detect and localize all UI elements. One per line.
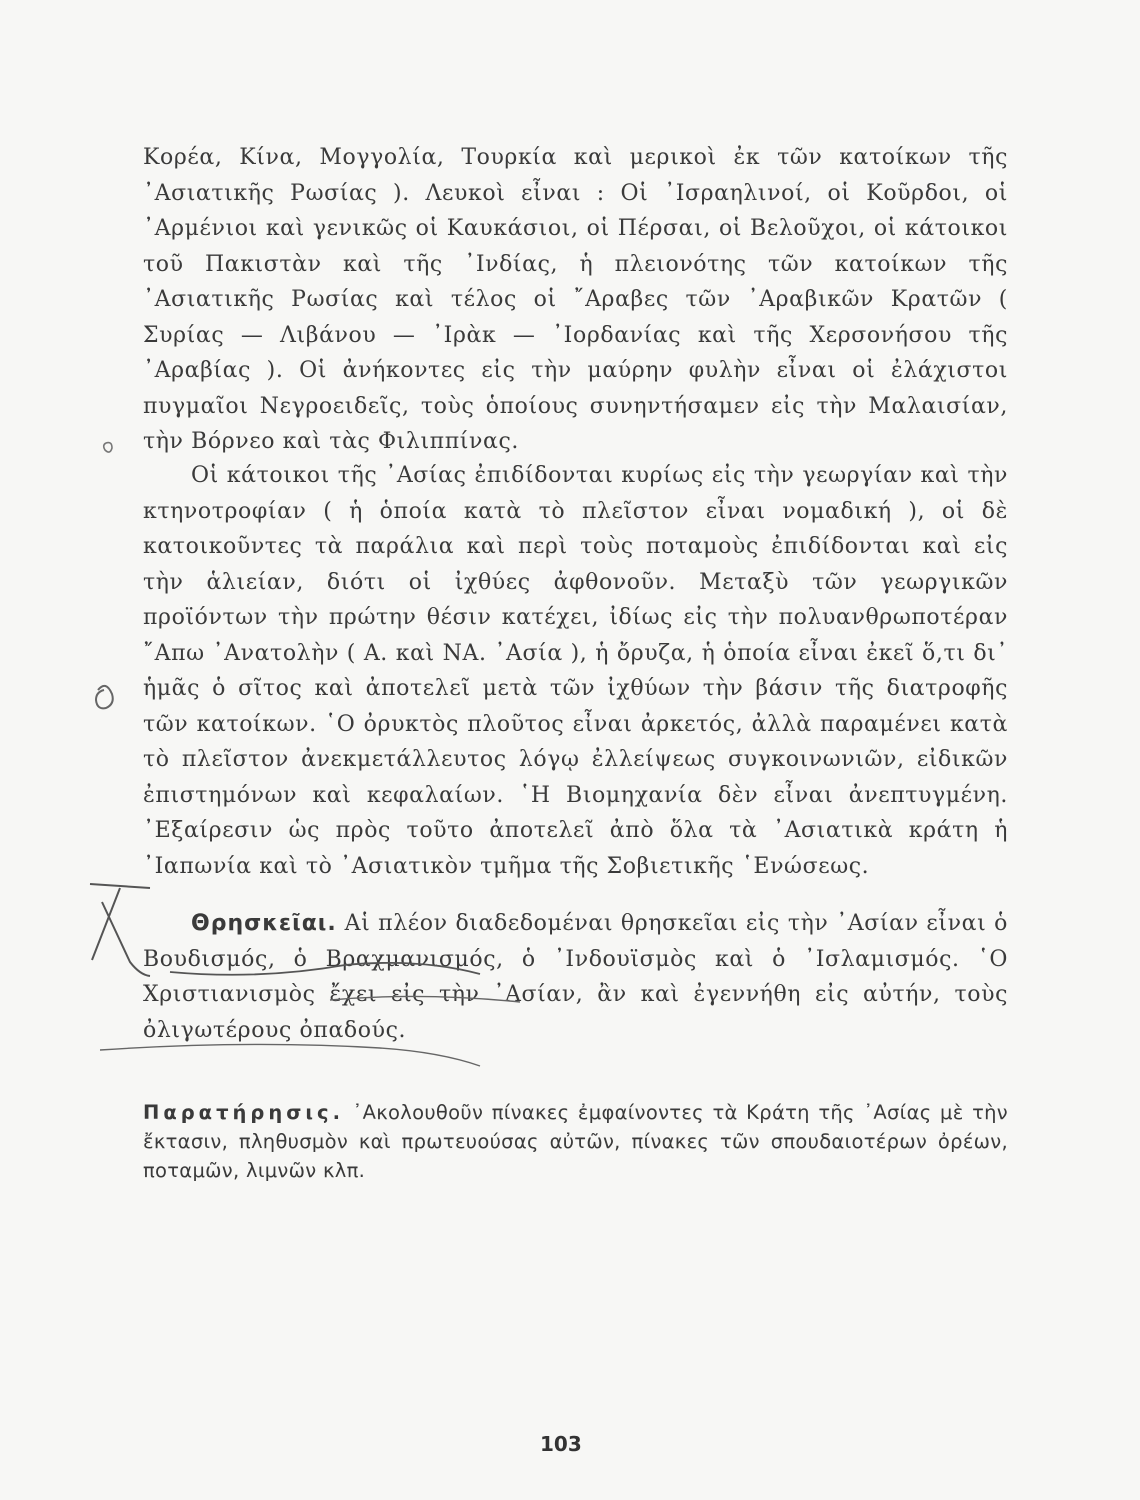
remark-heading: Παρατήρησις.	[143, 1101, 344, 1124]
religions-heading: Θρησκεῖαι.	[191, 911, 337, 936]
paragraph-religions	[143, 906, 1008, 1048]
page-number: 103	[540, 1432, 582, 1456]
margin-circle-mark-1	[104, 443, 112, 453]
margin-cross-mark	[90, 884, 150, 976]
remark-text: ᾿Ακολουθοῦν πίνακες ἐμφαίνοντες τὰ Κράτη τῆς ᾿Ασίας μὲ τὴν ἔκτασιν, πληθυσμὸν καὶ πρωτευούσας αὐτῶν, πίνακες τῶν σπουδαιοτέρων ὀρέων, ποταμῶν, λιμνῶν κλπ.	[143, 1101, 1008, 1182]
remark-note	[143, 1098, 1008, 1185]
paragraph-economy: Οἱ κάτοικοι τῆς ᾿Ασίας ἐπιδίδονται κυρίως εἰς τὴν γεωργίαν καὶ τὴν κτηνοτροφίαν ( ἡ ὁποία κατὰ τὸ πλεῖστον εἶναι νομαδική ), οἱ δὲ κατοικοῦντες τὰ παράλια καὶ περὶ τοὺς ποταμοὺς ἐπιδίδονται καὶ εἰς τὴν ἁλιείαν, διότι οἱ ἰχθύες ἀφθονοῦν. Μεταξὺ τῶν γεωργικῶν προϊόντων τὴν πρώτην θέσιν κατέχει, ἰδίως εἰς τὴν πολυανθρωποτέραν ῎Απω ᾿Ανατολὴν ( Α. καὶ ΝΑ. ᾿Ασία ), ἡ ὄρυζα, ἡ ὁποία εἶναι ἐκεῖ ὅ,τι δι᾿ ἡμᾶς ὁ σῖτος καὶ ἀποτελεῖ μετὰ τῶν ἰχθύων τὴν βάσιν τῆς διατροφῆς τῶν κατοίκων. ῾Ο ὀρυκτὸς πλοῦτος εἶναι ἀρκετός, ἀλλὰ παραμένει κατὰ τὸ πλεῖστον ἀνεκμετάλλευτος λόγῳ ἐλλείψεως συγκοινωνιῶν, εἰδικῶν ἐπιστημόνων καὶ κεφαλαίων. ῾Η Βιομηχανία δὲν εἶναι ἀνεπτυγμένη. ᾿Εξαίρεσιν ὡς πρὸς τοῦτο ἀποτελεῖ ἀπὸ ὅλα τὰ ᾿Ασιατικὰ κράτη ἡ ᾿Ιαπωνία καὶ τὸ ᾿Ασιατικὸν τμῆμα τῆς Σοβιετικῆς ῾Ενώσεως.	[143, 463, 1008, 879]
religions-text: Αἱ πλέον διαδεδομέναι θρησκεῖαι εἰς τὴν ᾿Ασίαν εἶναι ὁ Βουδισμός, ὁ Βραχμανισμός, ὁ ᾿Ινδουϊσμὸς καὶ ὁ ᾿Ισλαμισμός. ῾Ο Χριστιανισμὸς ἔχει εἰς τὴν ᾿Ασίαν, ἂν καὶ ἐγεννήθη εἰς αὐτήν, τοὺς ὀλιγωτέρους ὀπαδούς.	[143, 911, 1008, 1043]
margin-scribble-mark	[96, 686, 113, 709]
paragraph-peoples: Κορέα, Κίνα, Μογγολία, Τουρκία καὶ μερικοὶ ἐκ τῶν κατοίκων τῆς ᾿Ασιατικῆς Ρωσίας ). Λευκοὶ εἶναι : Οἱ ᾿Ισραηλινοί, οἱ Κοῦρδοι, οἱ ᾿Αρμένιοι καὶ γενικῶς οἱ Καυκάσιοι, οἱ Πέρσαι, οἱ Βελοῦχοι, οἱ κάτοικοι τοῦ Πακιστὰν καὶ τῆς ᾿Ινδίας, ἡ πλειονότης τῶν κατοίκων τῆς ᾿Ασιατικῆς Ρωσίας καὶ τέλος οἱ ῎Αραβες τῶν ᾿Αραβικῶν Κρατῶν ( Συρίας — Λιβάνου — ᾿Ιρὰκ — ᾿Ιορδανίας καὶ τῆς Χερσονήσου τῆς ᾿Αραβίας ). Οἱ ἀνήκοντες εἰς τὴν μαύρην φυλὴν εἶναι οἱ ἐλάχιστοι πυγμαῖοι Νεγροειδεῖς, τοὺς ὁποίους συνηντήσαμεν εἰς τὴν Μαλαισίαν, τὴν Βόρνεο καὶ τὰς Φιλιππίνας.	[143, 145, 1008, 454]
